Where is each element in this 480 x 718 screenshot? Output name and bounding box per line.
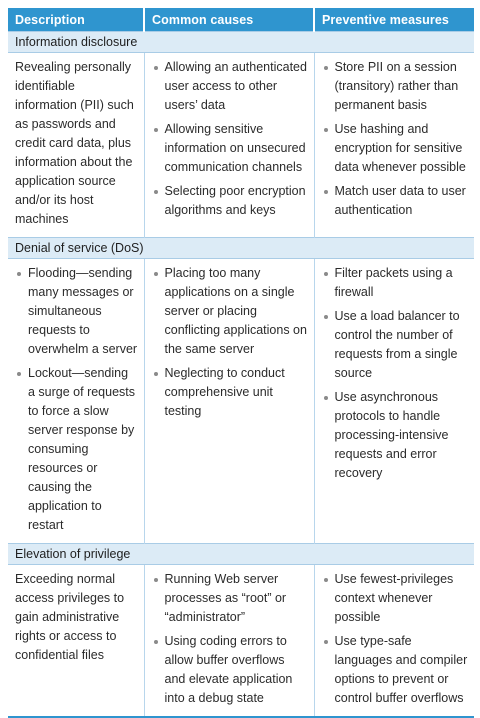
list-item: Store PII on a session (transitory) rather than permanent basis bbox=[322, 58, 469, 115]
security-threats-table bbox=[8, 8, 474, 718]
measures-list bbox=[322, 570, 469, 708]
causes-list bbox=[152, 264, 308, 421]
list-item: Neglecting to conduct comprehensive unit testing bbox=[152, 364, 308, 421]
causes-cell bbox=[144, 259, 314, 544]
description-list bbox=[15, 264, 138, 535]
description-text: Revealing personally identifiable information (PII) such as passwords and credit card data, plus information about the application source and/or its host machines bbox=[15, 60, 134, 226]
list-item: Allowing sensitive information on unsecured communication channels bbox=[152, 120, 308, 177]
causes-list bbox=[152, 58, 308, 220]
section-title: Elevation of privilege bbox=[8, 544, 474, 565]
list-item: Flooding—sending many messages or simultaneous requests to overwhelm a server bbox=[15, 264, 138, 359]
description-cell bbox=[8, 565, 144, 718]
list-item: Lockout—sending a surge of requests to force a slow server response by consuming resources or causing the application to restart bbox=[15, 364, 138, 535]
measures-cell bbox=[314, 259, 474, 544]
list-item: Use hashing and encryption for sensitive data whenever possible bbox=[322, 120, 469, 177]
list-item: Filter packets using a firewall bbox=[322, 264, 469, 302]
list-item: Running Web server processes as “root” or “administrator” bbox=[152, 570, 308, 627]
table-row bbox=[8, 53, 474, 238]
list-item: Use fewest-privileges context whenever possible bbox=[322, 570, 469, 627]
header-description: Description bbox=[8, 8, 144, 32]
causes-cell bbox=[144, 565, 314, 718]
measures-list bbox=[322, 264, 469, 483]
measures-cell bbox=[314, 565, 474, 718]
list-item: Using coding errors to allow buffer overflows and elevate application into a debug state bbox=[152, 632, 308, 708]
header-row bbox=[8, 8, 474, 32]
table-row bbox=[8, 565, 474, 718]
causes-cell bbox=[144, 53, 314, 238]
list-item: Use a load balancer to control the number of requests from a single source bbox=[322, 307, 469, 383]
description-cell bbox=[8, 53, 144, 238]
section-row-elevation-of-privilege bbox=[8, 544, 474, 565]
section-row-information-disclosure bbox=[8, 32, 474, 53]
list-item: Selecting poor encryption algorithms and keys bbox=[152, 182, 308, 220]
list-item: Use type-safe languages and compiler options to prevent or control buffer overflows bbox=[322, 632, 469, 708]
section-title: Denial of service (DoS) bbox=[8, 238, 474, 259]
header-preventive-measures: Preventive measures bbox=[314, 8, 474, 32]
list-item: Placing too many applications on a single server or placing conflicting applications on the same server bbox=[152, 264, 308, 359]
header-common-causes: Common causes bbox=[144, 8, 314, 32]
list-item: Allowing an authenticated user access to other users’ data bbox=[152, 58, 308, 115]
description-text: Exceeding normal access privileges to gain administrative rights or access to confidential files bbox=[15, 572, 125, 662]
table-row bbox=[8, 259, 474, 544]
measures-list bbox=[322, 58, 469, 220]
description-cell bbox=[8, 259, 144, 544]
causes-list bbox=[152, 570, 308, 708]
measures-cell bbox=[314, 53, 474, 238]
section-title: Information disclosure bbox=[8, 32, 474, 53]
list-item: Match user data to user authentication bbox=[322, 182, 469, 220]
list-item: Use asynchronous protocols to handle processing-intensive requests and error recovery bbox=[322, 388, 469, 483]
section-row-denial-of-service-dos bbox=[8, 238, 474, 259]
